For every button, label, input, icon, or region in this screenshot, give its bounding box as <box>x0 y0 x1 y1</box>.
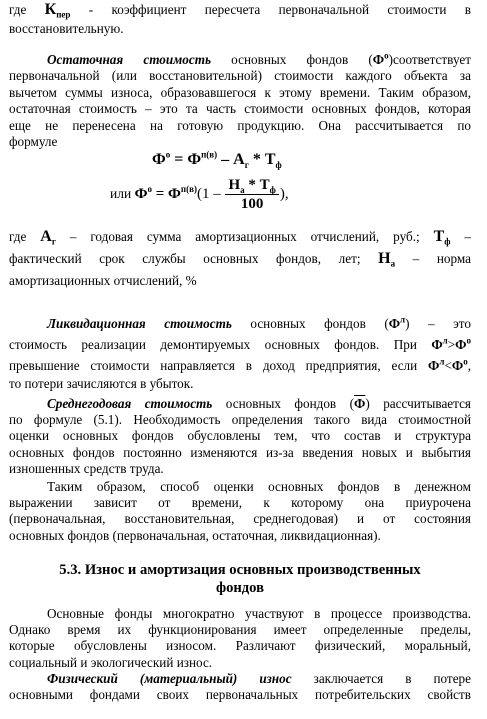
symbol-k: К <box>44 1 57 18</box>
fraction: $\frac{Н_а * Т_ф}{100}$ <box>225 176 278 213</box>
formula-residual-1: $Ф^о = Ф^{п(в)} - А_г * Т_ф$ <box>152 149 282 171</box>
paragraph-variables: где $А_г$ – годовая сумма амортизационных отчислений, руб.; $Т_ф$ – фактический срок службы основных фондов, лет; $Н_а$ – норма амортизационных отчислений, % <box>9 228 472 288</box>
term-residual-value: Остаточная стоимость <box>47 52 211 67</box>
term-average-annual-value: Среднегодовая стоимость <box>47 396 213 411</box>
paragraph-physical-wear: Физический (материальный) износ заключается в потере основными фондами своих первоначальных потребительских свойств <box>9 671 471 703</box>
paragraph-k-coefficient: где $К_{пер}$ - коэффициент пересчета первоначальной стоимости в восстановительную. <box>9 1 471 37</box>
paragraph-wear-intro: Основные фонды многократно участвуют в процессе производства. Однако время их функционирования имеет определенные пределы, которые обусловлены износом. Различают физический, моральный, социальный и экологический износ. <box>9 606 471 670</box>
formula-residual-2: или $Ф^о = Ф^{п(в)}(1$ – $\frac{Н_а * Т_ф}{100}$ ), <box>110 177 289 212</box>
paragraph-residual-value: Остаточная стоимость основных фондов $(Ф^о)соответствует$ первоначальной (или восстановительной) стоимости каждого объекта за вычетом суммы износа, образовавшегося к этому времени. Таким образом, остаточная стоимость – это та часть стоимости основных фондов, которая еще не перенесена на готовую продукцию. Она рассчитывается по формуле <box>9 50 471 150</box>
paragraph-conclusion: Таким образом, способ оценки основных фондов в денежном выражении зависит от времени, к которому она приурочена (первоначальная, восстановительная, среднегодовая) и от состояния основных фондов (первоначальная, остаточная, ликвидационная). <box>9 479 471 543</box>
term-liquidation-value: Ликвидационная стоимость <box>47 316 232 331</box>
paragraph-average-annual-value: Среднегодовая стоимость основных фондов (Ф) рассчитывается по формуле (5.1). Необходимость определения такого вида стоимостной оценки основных фондов обусловлены тем, что состав и структура основных фондов постоянно изменяются из-за введения новых и выбытия изношенных средств труда. <box>9 396 471 476</box>
section-heading: 5.3. Износ и амортизация основных производственных фондов <box>59 562 421 596</box>
paragraph-liquidation-value: Ликвидационная стоимость основных фондов $(Ф^л)$ – это стоимость реализации демонтируемых основных фондов. При $Ф^л>Ф^о$ превышение стоимости направляется в доход предприятия, если $Ф^л<Ф^о$, то потери зачисляются в убыток. <box>9 314 471 391</box>
term-physical-wear: Физический (материальный) износ <box>47 671 292 686</box>
